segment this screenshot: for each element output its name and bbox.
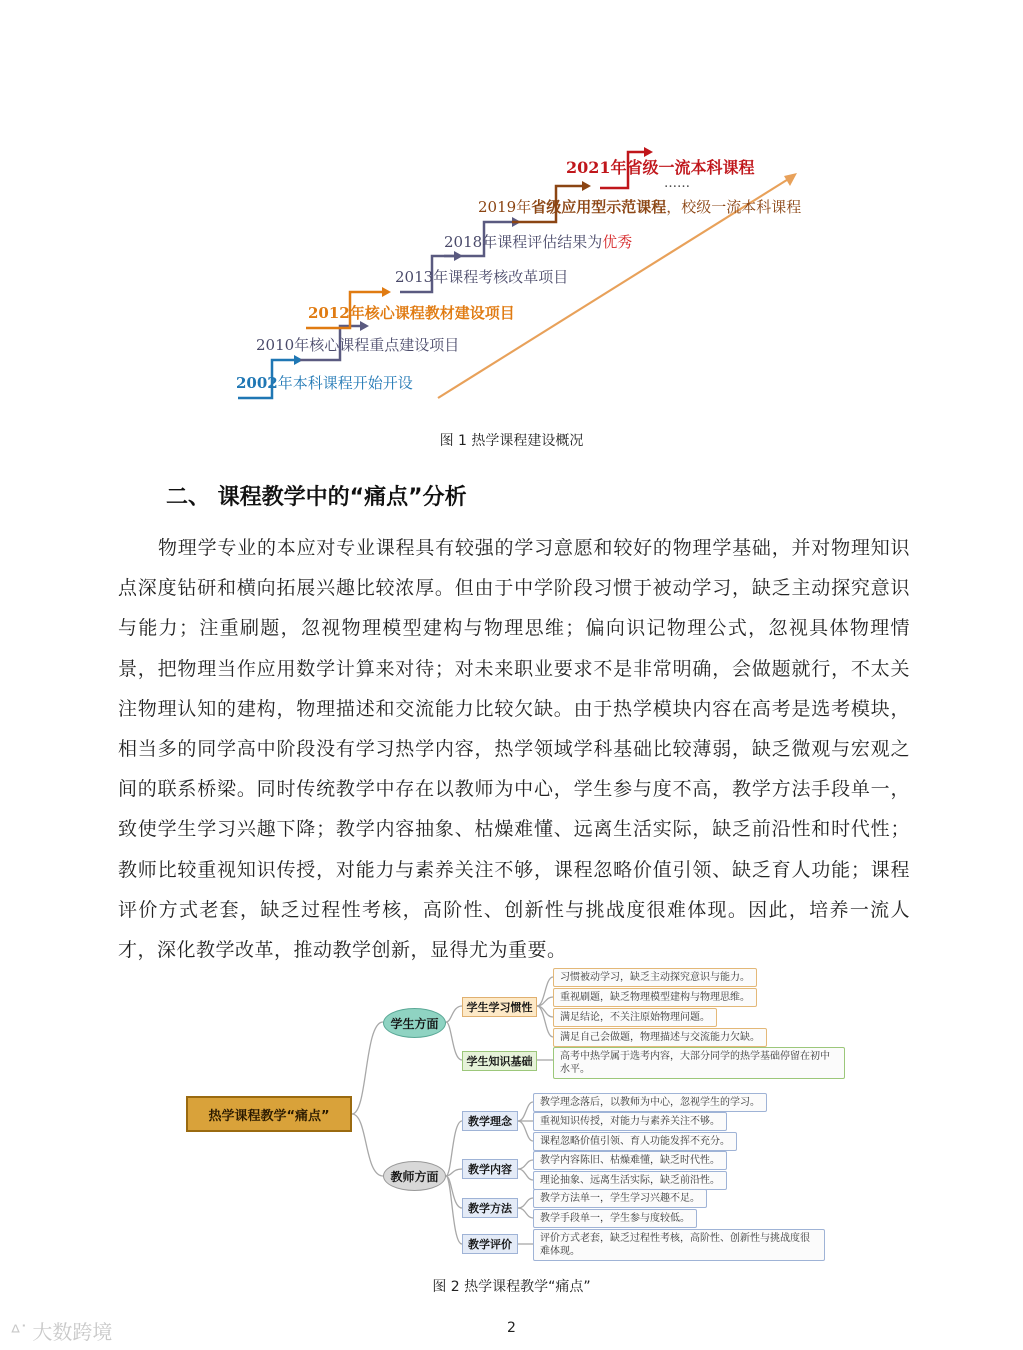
mindmap-leaf: 重视知识传授，对能力与素养关注不够。: [533, 1112, 727, 1131]
mindmap-leaf: 满足结论，不关注原始物理问题。: [553, 1008, 717, 1027]
step-label-2002: [236, 372, 413, 393]
step-suffix: ，校级一流本科课程: [666, 198, 802, 216]
watermark-icon: ᐞᐝ: [10, 1320, 33, 1344]
step-year: 2021: [566, 158, 611, 177]
step-year: 2010: [256, 336, 295, 354]
mindmap-leaf: 习惯被动学习，缺乏主动探究意识与能力。: [553, 968, 757, 987]
mindmap-leaf: 满足自己会做题，物理描述与交流能力欠缺。: [553, 1028, 767, 1047]
step-text: 年核心课程重点建设项目: [294, 336, 460, 354]
step-year: 2002: [236, 374, 278, 392]
step-label-2010: [256, 334, 459, 355]
mindmap-leaf: 课程忽略价值引领、育人功能发挥不充分。: [533, 1132, 737, 1151]
mindmap-student-habit: 学生学习惯性: [462, 997, 537, 1017]
mindmap-leaf: 教学理念落后，以教师为中心，忽视学生的学习。: [533, 1093, 767, 1112]
figure-1-caption: 图 1 热学课程建设概况: [439, 433, 584, 449]
mindmap-leaf: 理论抽象、远离生活实际，缺乏前沿性。: [533, 1171, 727, 1190]
page-number: 2: [507, 1320, 516, 1336]
watermark: [10, 1316, 112, 1345]
watermark-text: 大数跨境: [32, 1320, 113, 1344]
step-year: 2012: [308, 304, 350, 322]
step-year: 2013: [395, 268, 434, 286]
mindmap-leaf: 教学手段单一，学生参与度较低。: [533, 1209, 697, 1228]
mindmap-leaf: 评价方式老套，缺乏过程性考核，高阶性、创新性与挑战度很难体现。: [533, 1229, 825, 1261]
mindmap-teacher-idea: 教学理念: [462, 1111, 518, 1131]
step-text: 年: [516, 198, 532, 216]
step-2019-arrow: [582, 181, 591, 191]
step-2012-arrow: [382, 287, 391, 297]
step-label-2012: [308, 302, 515, 323]
step-text: 年本科课程开始开设: [277, 374, 413, 392]
step-highlight: 省级应用型示范课程: [531, 198, 667, 216]
mindmap-teacher-method: 教学方法: [462, 1198, 518, 1218]
mindmap-student-basis: 学生知识基础: [462, 1051, 537, 1071]
step-text: 年课程评估结果为: [482, 233, 603, 251]
mindmap-leaf: 重视刷题，缺乏物理模型建构与物理思维。: [553, 988, 757, 1007]
step-label-2018: [444, 231, 632, 252]
step-text: 年课程考核改革项目: [433, 268, 569, 286]
mindmap-teacher-eval: 教学评价: [462, 1234, 518, 1254]
mindmap-leaf: 教学内容陈旧、枯燥难懂，缺乏时代性。: [533, 1151, 727, 1170]
step-label-2019: [478, 196, 801, 217]
mindmap-root: 热学课程教学“痛点”: [186, 1096, 352, 1132]
step-year: 2018: [444, 233, 483, 251]
step-label-2021: [566, 155, 755, 178]
step-highlight: 优秀: [602, 233, 633, 251]
mindmap-teacher-content: 教学内容: [462, 1159, 518, 1179]
step-label-2013: [395, 266, 568, 287]
mindmap-student: 学生方面: [383, 1008, 446, 1038]
mindmap-leaf: 教学方法单一，学生学习兴趣不足。: [533, 1189, 707, 1208]
mindmap-leaf: 高考中热学属于选考内容，大部分同学的热学基础停留在初中水平。: [553, 1047, 845, 1079]
section-paragraph: 物理学专业的本应对专业课程具有较强的学习意愿和较好的物理学基础，并对物理知识点深度钻研和横向拓展兴趣比较浓厚。但由于中学阶段习惯于被动学习，缺乏主动探究意识与能力；注重刷题，忽视物理模型建构与物理思维；偏向识记物理公式，忽视具体物理情景，把物理当作应用数学计算来对待；对未来职业要求不是非常明确，会做题就行，不太关注物理认知的建构，物理描述和交流能力比较欠缺。由于热学模块内容在高考是选考模块，相当多的同学高中阶段没有学习热学内容，热学领域学科基础比较薄弱，缺乏微观与宏观之间的联系桥梁。同时传统教学中存在以教师为中心，学生参与度不高，教学方法手段单一，致使学生学习兴趣下降；教学内容抽象、枯燥难懂、远离生活实际，缺乏前沿性和时代性；教师比较重视知识传授，对能力与素养关注不够，课程忽略价值引领、缺乏育人功能；课程评价方式老套，缺乏过程性考核，高阶性、创新性与挑战度很难体现。因此，培养一流人才，深化教学改革，推动教学创新，显得尤为重要。: [118, 537, 910, 962]
step-text: 年省级一流本科课程: [610, 158, 755, 177]
ellipsis: ……: [664, 176, 690, 191]
step-year: 2019: [478, 198, 517, 216]
step-text: 年核心课程教材建设项目: [349, 304, 515, 322]
section-heading: 二、 课程教学中的“痛点”分析: [166, 485, 467, 510]
figure-2-caption: 图 2 热学课程教学“痛点”: [432, 1279, 591, 1295]
mindmap-teacher: 教师方面: [383, 1161, 446, 1191]
